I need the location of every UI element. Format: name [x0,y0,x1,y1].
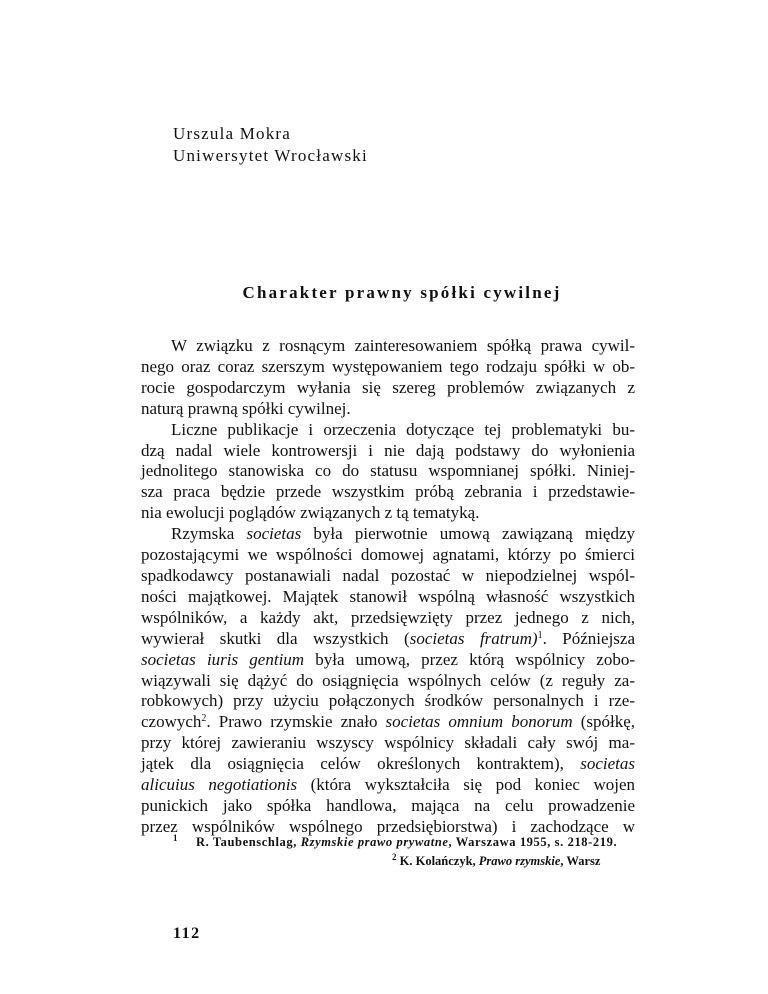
text-run: czowych [141,712,202,732]
latin-term: societas iuris gentium [141,649,305,669]
page-number: 112 [173,925,201,942]
footnote-author: R. Taubenschlag, [196,835,301,849]
text-run: . Prawo rzymskie znało [206,712,386,732]
latin-term: societas omnium bonorum [385,712,573,732]
body-line: naturą prawną spółki cywilnej. [141,398,351,418]
body-line: przez wspólników wspólnego przedsiębiorstwa) i zachodzące w [141,816,635,836]
footnote-1-mark: 1 [173,833,178,843]
body-line: nego oraz coraz szerszym występowaniem tego rodzaju spółki w ob- [141,356,635,376]
body-line: W związku z rosnącym zainteresowaniem spółką prawa cywil- [171,336,635,355]
body-line: pozostającymi we wspólności domowej agnatami, którzy po śmierci [141,545,635,565]
latin-term: societas [580,754,635,774]
article-title: Charakter prawny spółki cywilnej [242,283,562,302]
body-line: robkowych) przy użyciu połączonych środków personalnych i rze- [141,691,635,711]
body-line: Liczne publikacje i orzeczenia dotyczące tej problematyki bu- [171,419,635,439]
text-run: (która wykształciła się pod koniec wojen [297,775,635,795]
text-run: była umową, przez którą wspólnicy zobo- [304,649,635,669]
body-line [141,629,635,650]
article-body [141,336,635,838]
author-name: Urszula Mokra [173,124,292,143]
text-run: Rzymska [171,524,247,544]
footnote-details: , Warszawa 1955, s. 218-219. [448,835,618,849]
body-line [141,712,635,733]
body-line: wiązywali się dążyć do osiągnięcia wspólnych celów (z reguły za- [141,670,635,690]
body-line [141,524,635,545]
footnote-work: Prawo rzymskie [478,854,561,868]
footnote-1 [196,835,617,850]
body-line [141,775,635,796]
footnote-author: K. Kolańczyk, [396,854,479,868]
latin-term: alicuius negotiationis [141,775,298,795]
text-run: . Późniejsza [542,628,636,648]
author-affiliation: Uniwersytet Wrocławski [173,146,368,165]
body-line: wspólników, a każdy akt, przedsięwzięty przez jednego z nich, [141,607,635,627]
text-run: (spółkę, [572,712,635,732]
text-run: była pierwotnie umową zawiązaną między [301,524,635,544]
body-line: dzą nadal wiele kontrowersji i nie dają podstawy do wyłonienia [141,440,635,460]
body-line: nia ewolucji poglądów związanych z tą tematyką. [141,503,480,523]
text-run: wywierał skutki dla wszystkich ( [141,628,410,648]
footnote-ref-2[interactable]: 2 [201,713,207,725]
body-line [141,754,635,775]
body-line: rocie gospodarczym wyłania się szereg problemów związanych z [141,377,635,397]
author-block [173,123,368,167]
footnote-ref-1[interactable]: 1 [537,629,543,641]
footnote-2 [392,854,600,869]
latin-term: societas [246,524,302,544]
footnote-2-mark: 2 [392,852,397,862]
text-run: jątek dla osiągnięcia celów określonych kontraktem), [141,754,581,774]
footnote-work: Rzymskie prawo prywatne [300,835,449,849]
body-line: ności majątkowej. Majątek stanowił wspólną własność wszystkich [141,586,635,606]
body-line: przy której zawieraniu wszyscy wspólnicy składali cały swój ma- [141,733,635,753]
body-line: jednolitego stanowiska co do statusu wspomnianej spółki. Niniej- [141,461,635,481]
footnote-details: , Warsz [560,854,601,868]
body-line [141,650,635,671]
body-line: spadkodawcy postanawiali nadal pozostać w niepodzielnej wspól- [141,565,635,585]
body-line: punickich jako spółka handlowa, mająca na celu prowadzenie [141,795,635,815]
latin-term: societas fratrum) [409,628,538,648]
body-line: sza praca będzie przede wszystkim próbą zebrania i przedstawie- [141,482,635,502]
